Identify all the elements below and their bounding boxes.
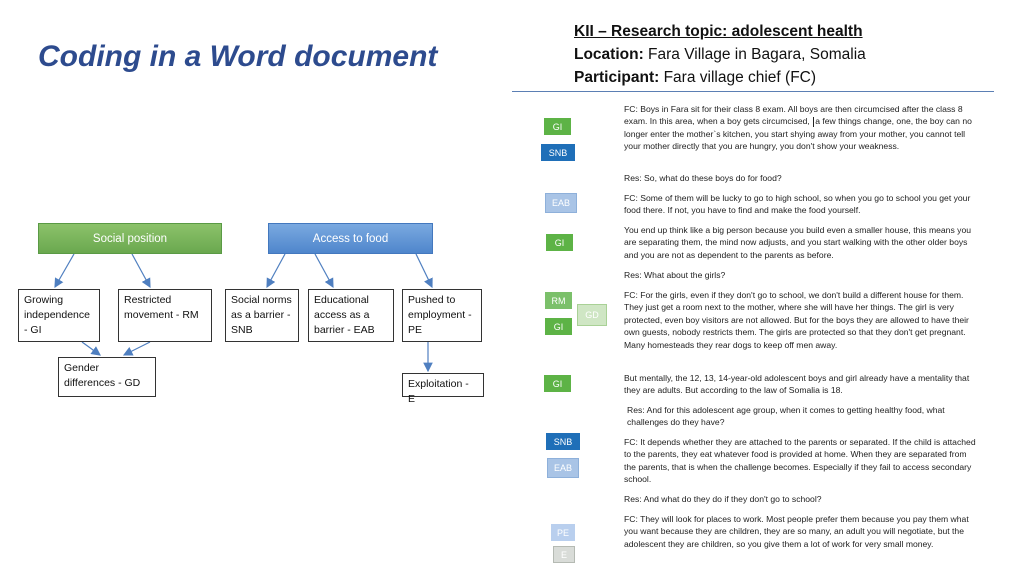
category-access-to-food: Access to food xyxy=(268,223,433,254)
code-box-pushed-to-employment xyxy=(402,289,482,342)
transcript-paragraph[interactable]: FC: They will look for places to work. Most people prefer them because you pay them what you want because they are children, they are so many, an adult you will negotiate, but the adolescent they are children, so you give them a lot of work for very small money. xyxy=(624,514,969,549)
tag-eab: EAB xyxy=(547,458,579,478)
code-box-gender-differences xyxy=(58,357,156,397)
arrow-social-gi xyxy=(55,254,74,287)
transcript-paragraph[interactable]: Res: So, what do these boys do for food? xyxy=(624,173,782,183)
tag-pe: PE xyxy=(551,524,575,541)
transcript-paragraph[interactable]: FC: Some of them will be lucky to go to high school, so when you go to school you get your food there. If not, you have to find and make the food yourself. xyxy=(624,193,971,216)
arrow-food-eab xyxy=(315,254,333,287)
code-line: as a barrier - xyxy=(231,309,291,321)
kii-header xyxy=(574,20,866,89)
code-line: SNB xyxy=(231,324,253,336)
location-line xyxy=(574,43,866,66)
code-line: Gender xyxy=(64,362,100,374)
tag-eab: EAB xyxy=(545,193,577,213)
transcript-paragraph[interactable]: FC: It depends whether they are attached to the parents or separated. If the child is attached to the parents, they eat whatever food is provided at home. When they are separated from the parents, that is when the challenge becomes. Especially if they fail to access secondary school. xyxy=(624,437,976,485)
code-line: employment - xyxy=(408,309,472,321)
tag-snb: SNB xyxy=(546,433,580,450)
code-line: Social norms xyxy=(231,294,292,306)
category-social-position: Social position xyxy=(38,223,222,254)
transcript-paragraph[interactable]: FC: For the girls, even if they don't go to school, we don't build a different house for them. They just get a room next to the mother, where she will have her things. The girl is very protected, even boy visitors are not allowed. But for the boys they are allowed to have their own guests, nobody restricts them. The girls are protected so that they don't get pregnant. Many homesteads they rear dogs to keep off men away. xyxy=(624,290,969,350)
tag-snb: SNB xyxy=(541,144,575,161)
tag-e: E xyxy=(553,546,575,563)
code-box-restricted-movement xyxy=(118,289,212,342)
transcript-paragraph[interactable]: Res: And for this adolescent age group, when it comes to getting healthy food, what challenges do they have? xyxy=(627,405,945,428)
transcript-paragraph[interactable]: Res: What about the girls? xyxy=(624,270,726,280)
tag-gi: GI xyxy=(544,375,571,392)
tag-rm: RM xyxy=(545,292,572,309)
participant-value: Fara village chief (FC) xyxy=(659,69,817,86)
location-value: Fara Village in Bagara, Somalia xyxy=(643,46,866,63)
code-line: differences - GD xyxy=(64,377,141,389)
location-label: Location: xyxy=(574,46,644,63)
transcript-paragraph[interactable] xyxy=(624,103,980,153)
transcript-text: a few things change, one, the boy can no longer enter the mother`s kitchen, you start shying away from your mother, you cannot tell your mother directly that you are hungry, you don't show your weakness. xyxy=(624,116,972,152)
code-box-educational-access xyxy=(308,289,394,342)
tag-gi: GI xyxy=(546,234,573,251)
research-topic: KII – Research topic: adolescent health xyxy=(574,23,863,40)
tag-gi: GI xyxy=(544,118,571,135)
code-line: access as a xyxy=(314,309,370,321)
code-box-social-norms xyxy=(225,289,299,342)
transcript-paragraph[interactable]: Res: And what do they do if they don't go to school? xyxy=(624,494,822,504)
arrow-social-rm xyxy=(132,254,150,287)
participant-label: Participant: xyxy=(574,69,660,86)
arrow-gi-gd xyxy=(82,342,100,355)
arrow-food-pe xyxy=(416,254,432,287)
participant-line xyxy=(574,66,866,89)
arrow-rm-gd xyxy=(124,342,150,355)
tag-gi: GI xyxy=(545,318,572,335)
arrow-food-snb xyxy=(267,254,285,287)
code-line: barrier - EAB xyxy=(314,324,375,336)
transcript-paragraph[interactable]: But mentally, the 12, 13, 14-year-old adolescent boys and girl already have a mentality that they are adults. But according to the law of Somalia is 18. xyxy=(624,373,970,396)
transcript-paragraph[interactable]: You end up think like a big person because you build even a smaller house, this means you are separating them, the mind now adjusts, and you start walking with the other older boys and you are not as dependent to the parents as before. xyxy=(624,225,971,260)
slide-title: Coding in a Word document xyxy=(38,40,438,73)
code-line: PE xyxy=(408,324,423,336)
code-line: Educational xyxy=(314,294,369,306)
code-line: independence xyxy=(24,309,90,321)
code-line: Growing xyxy=(24,294,64,306)
code-line: movement - RM xyxy=(124,309,199,321)
code-line: - GI xyxy=(24,324,42,336)
code-line: Restricted xyxy=(124,294,172,306)
tag-gd: GD xyxy=(577,304,607,326)
code-box-exploitation: Exploitation - E xyxy=(402,373,484,397)
divider-line xyxy=(512,91,994,92)
transcript-text: FC: Boys in Fara sit for their class 8 exam. All boys are then circumcised after the class 8 exam. In this area, when a boy gets circumcised, xyxy=(624,104,963,127)
code-box-growing-independence xyxy=(18,289,100,342)
code-line: Pushed to xyxy=(408,294,456,306)
